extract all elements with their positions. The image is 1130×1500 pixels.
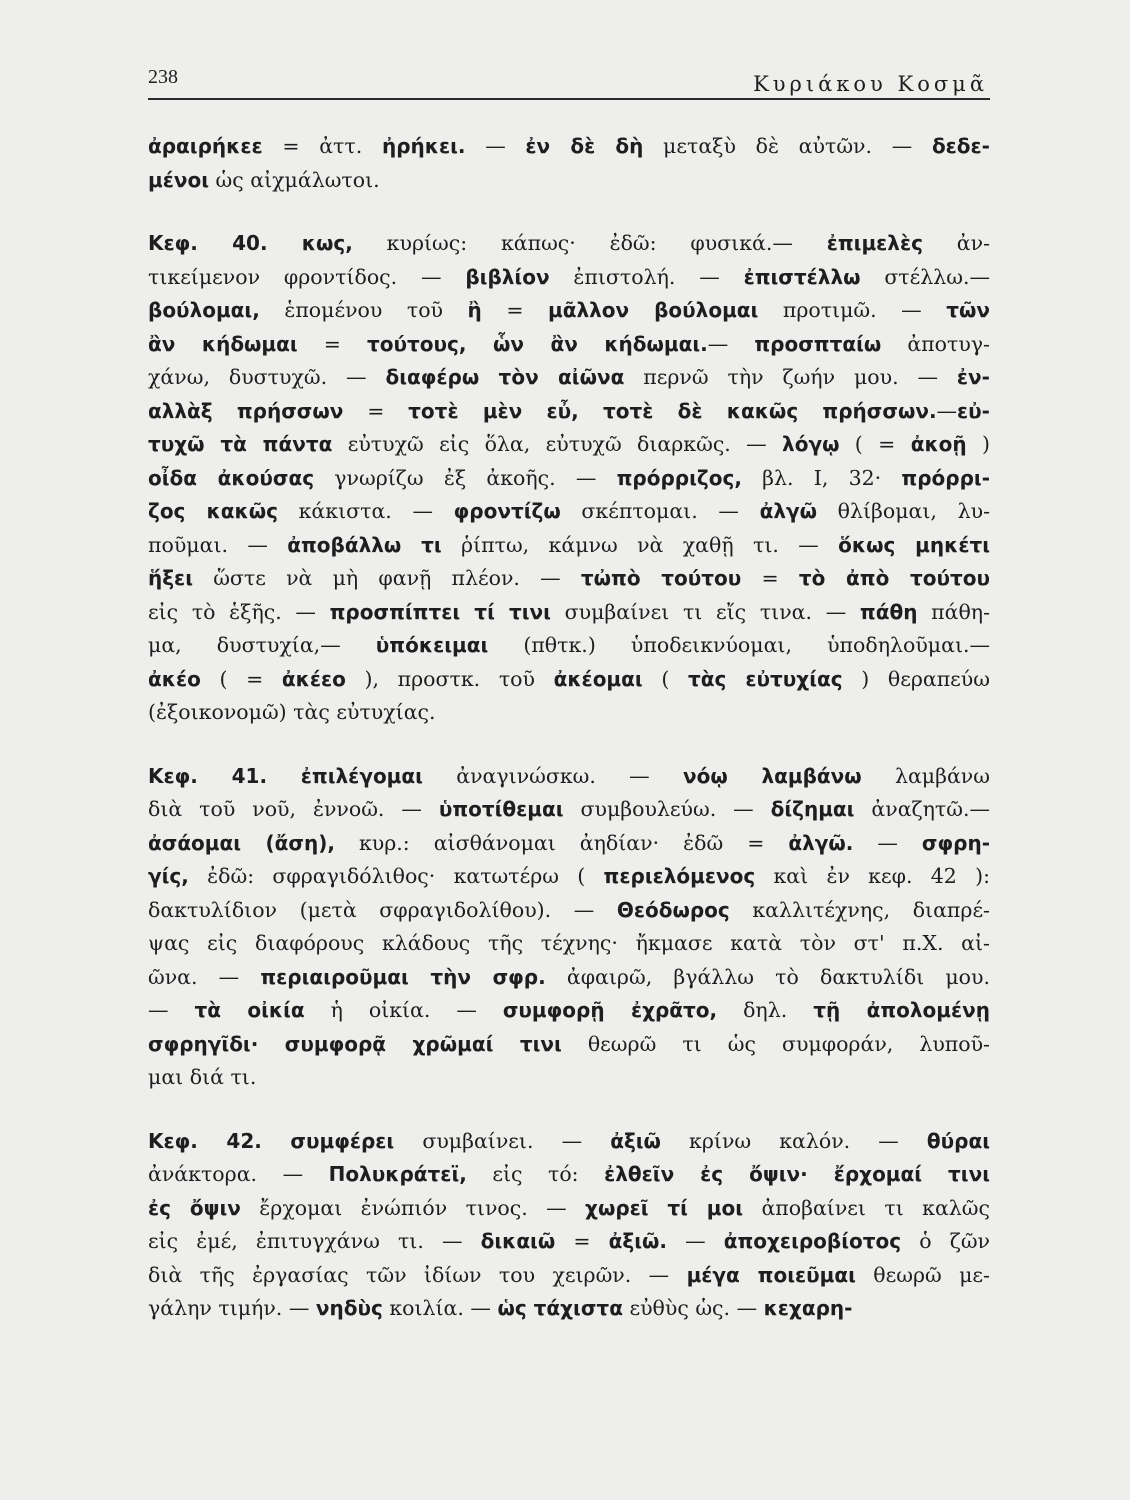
text-line [148,428,990,462]
headword: Κεφ. 41. ἐπιλέγομαι [148,763,423,788]
text-line [148,629,990,663]
text-line [148,462,990,496]
gloss-text: — [853,830,922,855]
gloss-text: ὁ ζῶν [901,1229,990,1253]
text-line [148,361,990,395]
headword: πάθη [859,599,918,624]
headword: σφρη- [921,830,990,855]
running-head: Κυριάκου Κοσμᾶ [753,72,988,96]
headword: ἢ [467,298,482,322]
text-line [148,1192,990,1226]
text-line [148,562,990,596]
gloss-text: ἑπομένου τοῦ [259,298,468,322]
gloss-text: ὥστε νὰ μὴ φανῇ πλέον. — [192,566,581,590]
gloss-text: εὐθὺς ὡς. — [622,1296,764,1320]
headword: λόγῳ [782,432,840,456]
headword: τὸ ἀπὸ τούτου [798,566,990,590]
gloss-text: γνωρίζω ἐξ ἀκοῆς. — [314,465,617,490]
gloss-text: θλίβομαι, λυ- [816,499,990,523]
gloss-text: κρίνω καλόν. — [660,1128,927,1153]
headword: ἐν- [956,365,990,389]
headword: τοτὲ μὲν εὖ, τοτὲ δὲ κακῶς πρήσσων. [408,398,937,423]
text-line [148,261,990,295]
headword: νηδὺς [315,1296,383,1320]
glossary-body [148,130,990,1356]
gloss-text: δηλ. [717,998,814,1022]
gloss-text: ) θεραπεύω [842,666,990,691]
text-line [148,860,990,894]
headword: αλλὰξ πρήσσων [148,398,344,423]
headword: θύραι [926,1128,991,1153]
headword: ἀξιῶ [610,1128,661,1153]
gloss-text: ( [642,666,688,691]
headword: προσπίπτει τί τινι [329,599,551,624]
text-line [148,894,990,928]
text-line [148,596,990,630]
headword: τὰς εὐτυχίας [687,666,843,691]
text-line [148,1259,990,1293]
gloss-text: μαι διά τι. [148,1065,257,1089]
headword: τυχῶ τὰ πάντα [148,432,333,456]
headword: μᾶλλον βούλομαι [548,298,759,322]
headword: γίς, [148,864,189,888]
headword: ὅκως μηκέτι [838,532,991,557]
headword: σφρηγῖδι· συμφορᾷ χρῶμαί τινι [148,1031,562,1056]
gloss-text: ἀν- [922,231,990,255]
headword: τούτους, ὧν ἂν κήδωμαι. [366,331,708,356]
headword: ἀποχειροβίοτος [723,1229,902,1253]
headword: τὰ οἰκία [194,998,305,1022]
gloss-text: ἀποτυγ- [881,331,990,356]
gloss-text: εἰς ἐμέ, ἐπιτυγχάνω τι. — [148,1229,481,1253]
headword: φροντίζω [453,499,561,523]
gloss-text: ἀποβαίνει τι καλῶς [743,1195,990,1220]
text-line [148,696,990,730]
headword: τῇ ἀπολομένῃ [813,998,990,1022]
paragraph [148,130,990,197]
text-line [148,294,990,328]
gloss-text: μα, δυστυχία,— [148,633,376,657]
headword: τῶν [946,298,990,322]
headword: ἐλθεῖν ἐς ὄψιν· ἔρχομαί τινι [604,1162,990,1186]
headword: ἀκέομαι [553,666,643,691]
gloss-text: πάθη- [917,599,990,624]
gloss-text: εἰς τό: [466,1162,605,1186]
gloss-text: λαμβάνω [861,763,990,788]
gloss-text: = [481,298,549,322]
headword: μένοι [148,167,210,192]
headword: πρόρριζος, [616,465,742,490]
gloss-text: κάκιστα. — [277,499,454,523]
gloss-text: = ἀττ. [262,134,382,158]
gloss-text: = [343,398,409,423]
text-line [148,760,990,794]
text-line [148,328,990,362]
gloss-text: = [297,331,367,356]
paragraph [148,1125,990,1326]
gloss-text: ἔρχομαι ἐνώπιόν τινος. — [240,1195,586,1220]
text-line [148,1028,990,1062]
headword: ἐπιμελὲς [826,231,923,255]
gloss-text: εὐτυχῶ εἰς ὅλα, εὐτυχῶ διαρκῶς. — [332,432,783,456]
gloss-text: ) [966,432,990,456]
gloss-text: δακτυλίδιον (μετὰ σφραγιδολίθου). — [148,897,617,922]
gloss-text: ἐπιστολή. — [549,264,744,289]
gloss-text: ἡ οἰκία. — [304,998,503,1022]
headword: συμφορῇ ἐχρᾶτο, [502,998,718,1022]
headword: ἠρήκει. [381,134,466,158]
text-line [148,1125,990,1159]
gloss-text: καλλιτέχνης, διαπρέ- [729,897,990,922]
text-line [148,164,990,198]
gloss-text: σκέπτομαι. — [560,499,760,523]
headword: ἀλγῶ. [788,830,854,855]
text-line [148,495,990,529]
gloss-text: — [707,331,755,356]
gloss-text: θεωρῶ με- [855,1262,990,1287]
text-line [148,1292,990,1326]
headword: δίζημαι [770,797,855,821]
headword: πρόρρι- [901,465,991,490]
headword: κεχαρη- [763,1296,853,1320]
gloss-text: συμβαίνει. — [394,1128,611,1153]
gloss-text: — [465,134,526,158]
headword: ὑποτίθεμαι [438,797,564,821]
gloss-text: — [667,1229,724,1253]
gloss-text: ἀναγινώσκω. — [422,763,683,788]
gloss-text: κυρίως: κάπως· ἐδῶ: φυσικά.— [352,231,827,255]
headword: προσπταίω [754,331,882,356]
gloss-text: = [741,566,799,590]
gloss-text: ῥίπτω, κάμνω νὰ χαθῇ τι. — [441,532,839,557]
headword: ἀλγῶ [759,499,817,523]
gloss-text: συμβουλεύω. — [563,797,771,821]
gloss-text: ἀναζητῶ.— [854,797,991,821]
headword: ζος κακῶς [148,499,278,523]
gloss-text: ἀφαιρῶ, βγάλλω τὸ δακτυλίδι μου. [545,964,990,989]
gloss-text: ποῦμαι. — [148,532,288,557]
paragraph [148,760,990,1095]
gloss-text: κυρ.: αἰσθάνομαι ἀηδίαν· ἐδῶ = [334,830,789,855]
gloss-text: βλ. I, 32· [741,465,902,490]
gloss-text: στέλλω.— [860,264,990,289]
gloss-text: ἐδῶ: σφραγιδόλιθος· κατωτέρω ( [188,864,604,888]
headword: ἀκέεο [281,666,346,691]
gloss-text: ὡς αἰχμάλωτοι. [209,167,380,192]
text-line [148,1061,990,1095]
gloss-text: = [555,1229,609,1253]
gloss-text: θεωρῶ τι ὡς συμφοράν, λυποῦ- [561,1031,990,1056]
gloss-text: καὶ ἐν κεφ. 42 ): [755,864,990,888]
paragraph [148,227,990,730]
gloss-text: κοιλία. — [382,1296,498,1320]
headword: οἶδα ἀκούσας [148,465,315,490]
headword: περιαιροῦμαι τὴν σφρ. [260,964,546,989]
gloss-text: εἰς τὸ ἑξῆς. — [148,599,330,624]
text-line [148,1225,990,1259]
headword: βούλομαι, [148,298,260,322]
gloss-text: συμβαίνει τι εἴς τινα. — [550,599,860,624]
text-line [148,793,990,827]
gloss-text: — [148,998,195,1022]
headword: ἀσάομαι (ἄση), [148,830,335,855]
gloss-text: ), προστκ. τοῦ [345,666,554,691]
headword: μέγα ποιεῦμαι [686,1262,856,1287]
headword: δικαιῶ [480,1229,556,1253]
headword: ἂν κήδωμαι [148,331,298,356]
page-header [148,66,988,98]
headword: ἀκέο [148,666,201,691]
headword: ἐς ὄψιν [148,1195,241,1220]
text-line [148,395,990,429]
text-line [148,663,990,697]
gloss-text: γάλην τιμήν. — [148,1296,316,1320]
headword: περιελόμενος [603,864,756,888]
text-line [148,994,990,1028]
gloss-text: περνῶ τὴν ζωήν μου. — [624,365,957,389]
headword: Κεφ. 40. κως, [148,231,353,255]
gloss-text: ῶνα. — [148,964,261,989]
gloss-text: διὰ τοῦ νοῦ, ἐννοῶ. — [148,797,439,821]
gloss-text: (πθτκ.) ὑποδεικνύομαι, ὑποδηλοῦμαι.— [488,633,991,657]
gloss-text: ἀνάκτορα. — [148,1162,329,1186]
gloss-text: χάνω, δυστυχῶ. — [148,365,386,389]
headword: χωρεῖ τί μοι [585,1195,744,1220]
text-line [148,1158,990,1192]
gloss-text: προτιμῶ. — [758,298,947,322]
gloss-text: μεταξὺ δὲ αὐτῶν. — [643,134,932,158]
headword: ἀξιῶ. [608,1229,667,1253]
headword: βιβλίον [465,264,550,289]
gloss-text: ψας εἰς διαφόρους κλάδους τῆς τέχνης· ἤκμασε κατὰ τὸν στ' π.Χ. αἰ- [148,931,990,955]
header-rule [148,98,990,100]
gloss-text: τικείμενον φροντίδος. — [148,264,466,289]
headword: Θεόδωρος [616,897,730,922]
text-line [148,927,990,961]
headword: Κεφ. 42. συμφέρει [148,1128,395,1153]
headword: δεδε- [931,134,990,158]
text-line [148,961,990,995]
text-line [148,827,990,861]
gloss-text: ( = [200,666,282,691]
headword: Πολυκράτεϊ, [328,1162,467,1186]
headword: ἐπιστέλλω [743,264,861,289]
headword: εὐ- [957,398,990,423]
text-line [148,227,990,261]
text-line [148,130,990,164]
gloss-text: ( = [839,432,911,456]
gloss-text: — [936,398,958,423]
headword: ὡς τάχιστα [497,1296,623,1320]
gloss-text: διὰ τῆς ἐργασίας τῶν ἰδίων του χειρῶν. — [148,1262,687,1287]
page-number: 238 [148,66,178,88]
headword: ὑπόκειμαι [375,633,489,657]
headword: ἀραιρήκεε [148,134,263,158]
headword: ἐν δὲ δὴ [525,134,644,158]
gloss-text: (ἐξοικονομῶ) τὰς εὐτυχίας. [148,700,436,724]
headword: ἀκοῇ [910,432,967,456]
text-line [148,529,990,563]
headword: νόῳ λαμβάνω [682,763,862,788]
headword: διαφέρω τὸν αἰῶνα [385,365,625,389]
headword: ἥξει [148,566,193,590]
headword: τὠπὸ τούτου [580,566,742,590]
headword: ἀποβάλλω τι [287,532,442,557]
